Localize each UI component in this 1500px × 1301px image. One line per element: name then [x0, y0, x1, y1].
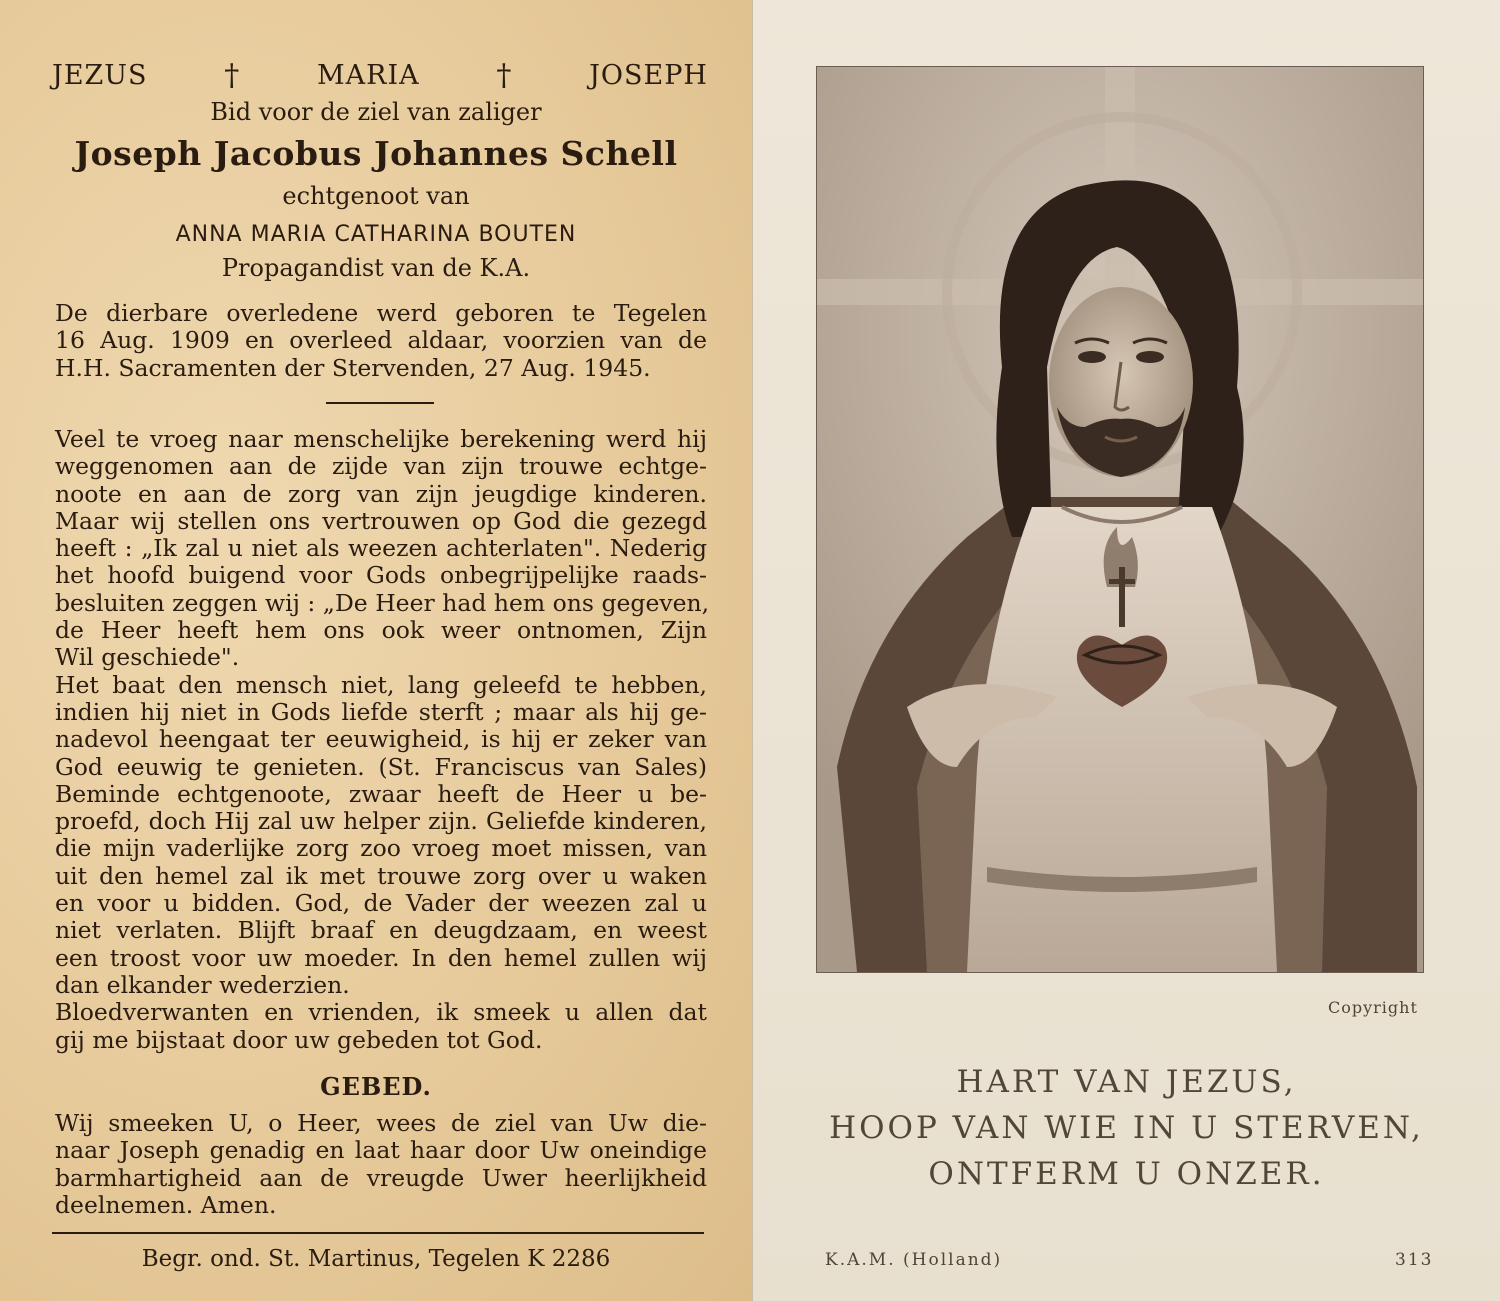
text-line: die mijn vaderlijke zorg zoo vroeg moet missen, van	[55, 834, 707, 863]
text-line: De dierbare overledene werd geboren te Tegelen	[55, 299, 707, 327]
text-line: proefd, doch Hij zal uw helper zijn. Geliefde kinderen,	[55, 807, 707, 836]
publisher-mark: K.A.M. (Holland)	[825, 1250, 1003, 1270]
text-line: Beminde echtgenoote, zwaar heeft de Heer u be-	[55, 779, 707, 808]
sacred-heart-picture	[816, 66, 1424, 973]
biographical-paragraph	[55, 300, 707, 382]
text-line: een troost voor uw moeder. In den hemel zullen wij	[55, 943, 707, 972]
prayer-paragraph	[55, 1110, 707, 1219]
invocation-jezus: JEZUS	[52, 60, 148, 91]
text-line: niet verlaten. Blijft braaf en deugdzaam, en weest	[55, 916, 707, 945]
cross-icon: †	[224, 58, 241, 93]
text-line: besluiten zeggen wij : „De Heer had hem ons gegeven,	[55, 588, 710, 617]
devotional-image-card	[753, 0, 1500, 1301]
text-line: deelnemen. Amen.	[55, 1190, 277, 1219]
text-line: Maar wij stellen ons vertrouwen op God die gezegd	[55, 506, 707, 535]
text-line: 16 Aug. 1909 en overleed aldaar, voorzien van de	[55, 326, 707, 355]
copyright-notice: Copyright	[1328, 998, 1418, 1017]
deceased-name: Joseph Jacobus Johannes Schell	[74, 134, 678, 173]
cross-icon: †	[496, 58, 513, 93]
footer-divider	[52, 1232, 704, 1234]
text-line: barmhartigheid aan de vreugde Uwer heerlijkheid	[55, 1163, 707, 1192]
prayer-line: HART VAN JEZUS,	[956, 1064, 1297, 1100]
text-line: heeft : „Ik zal u niet als weezen achterlaten". Nederig	[55, 534, 707, 563]
text-line: Wil geschiede".	[55, 643, 240, 672]
text-line: uit den hemel zal ik met trouwe zorg over u waken	[55, 861, 707, 890]
text-line: de Heer heeft hem ons ook weer ontnomen, Zijn	[55, 616, 707, 645]
text-line: het hoofd buigend voor Gods onbegrijpelijke raads-	[55, 561, 707, 590]
text-line: indien hij niet in Gods liefde sterft ; maar als hij ge-	[55, 697, 707, 726]
prayer-line: HOOP VAN WIE IN U STERVEN,	[829, 1110, 1424, 1146]
text-line: Het baat den mensch niet, lang geleefd te hebben,	[55, 670, 707, 699]
prayer-request: Bid voor de ziel van zaliger	[210, 98, 542, 126]
sacred-heart-illustration	[817, 67, 1423, 972]
text-line: weggenomen aan de zijde van zijn trouwe echtge-	[55, 452, 707, 481]
spouse-name: ANNA MARIA CATHARINA BOUTEN	[175, 222, 577, 247]
prayer-title: GEBED.	[320, 1072, 432, 1101]
printer-footer: Begr. ond. St. Martinus, Tegelen K 2286	[141, 1246, 611, 1272]
invocation-joseph: JOSEPH	[589, 60, 708, 91]
prayer-line: ONTFERM U ONZER.	[928, 1156, 1325, 1192]
text-line: gij me bijstaat door uw gebeden tot God.	[55, 1025, 543, 1054]
divider	[326, 402, 434, 404]
text-line: Veel te vroeg naar menschelijke berekening werd hij	[55, 425, 707, 453]
card-number: 313	[1395, 1250, 1434, 1270]
text-line: God eeuwig te genieten. (St. Franciscus van Sales)	[55, 752, 707, 781]
text-line: en voor u bidden. God, de Vader der weezen zal u	[55, 889, 707, 918]
text-line: nadevol heengaat ter eeuwigheid, is hij er zeker van	[55, 725, 707, 754]
text-line: noote en aan de zorg van zijn jeugdige kinderen.	[55, 479, 707, 508]
spouse-intro: echtgenoot van	[282, 182, 470, 210]
memorial-paragraph	[55, 425, 710, 1054]
text-line: H.H. Sacramenten der Stervenden, 27 Aug. 1945.	[55, 353, 651, 382]
invocation-maria: MARIA	[316, 60, 420, 91]
text-line: Bloedverwanten en vrienden, ik smeek u allen dat	[55, 998, 707, 1027]
invocation-header	[52, 58, 708, 93]
text-line: Wij smeeken U, o Heer, wees de ziel van Uw die-	[55, 1109, 707, 1137]
text-line: dan elkander wederzien.	[55, 970, 350, 999]
profession: Propagandist van de K.A.	[221, 254, 531, 282]
text-line: naar Joseph genadig en laat haar door Uw oneindige	[55, 1136, 707, 1165]
